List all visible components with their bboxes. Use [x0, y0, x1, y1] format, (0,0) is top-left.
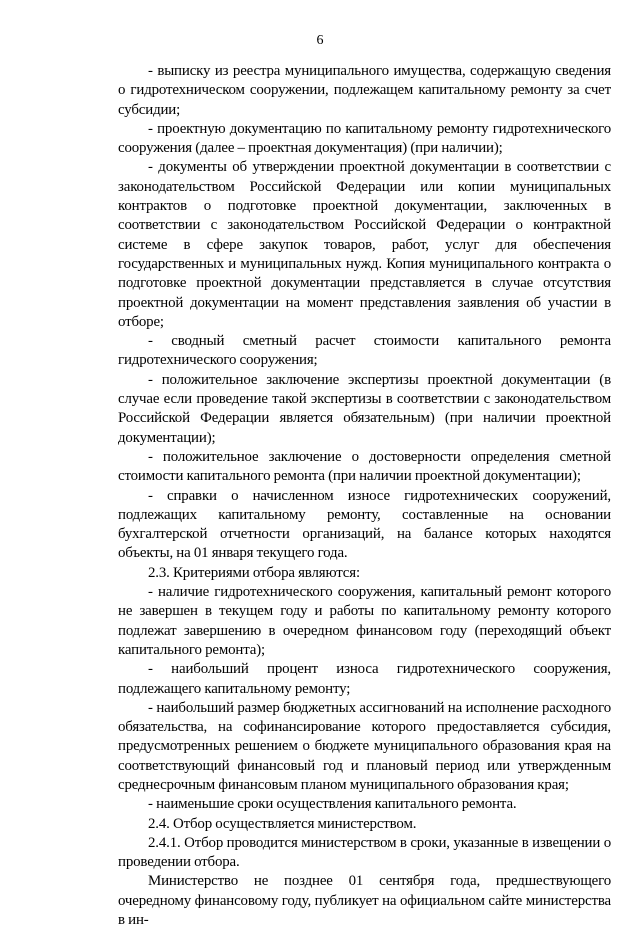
paragraph-ministry-publication: Министерство не позднее 01 сентября года, предшествующего очередному финансовому году, публикует на официальном сайте министерства в ин-	[118, 873, 611, 929]
paragraph-criterion-timing: - наименьшие сроки осуществления капитального ремонта.	[148, 796, 517, 813]
section-heading-2-3: 2.3. Критериями отбора являются:	[148, 564, 360, 581]
document-body	[118, 62, 611, 930]
paragraph-2-4-1: 2.4.1. Отбор проводится министерством в сроки, указанные в извещении о проведении отбора.	[118, 834, 611, 871]
paragraph-approval-documents: - документы об утверждении проектной документации в соответствии с законодательством Российской Федерации или копии муниципальных контрактов о подготовке проектной документации, заключенных в соответствии с законодательством Российской Федерации о контрактной системе в сфере закупок товаров, работ, услуг для обеспечения государственных и муниципальных нужд. Копия муниципального контракта о подготовке проектной документации представляется в случае отсутствия проектной документации на момент представления заявления об участии в отборе;	[118, 159, 611, 330]
paragraph-project-documentation: - проектную документацию по капитальному ремонту гидротехнического сооружения (далее – проектная документация) (при наличии);	[118, 120, 611, 157]
section-heading-2-4: 2.4. Отбор осуществляется министерством.	[148, 815, 417, 832]
page-number: 6	[316, 33, 324, 48]
paragraph-registry-extract: - выписку из реестра муниципального имущества, содержащую сведения о гидротехническом сооружении, подлежащем капитальному ремонту за счет субсидии;	[118, 63, 611, 118]
paragraph-expert-conclusion: - положительное заключение экспертизы проектной документации (в случае если проведение такой экспертизы в соответствии с законодательством Российской Федерации является обязательным) (при наличии проектной документации);	[118, 371, 611, 446]
paragraph-criterion-wear: - наибольший процент износа гидротехнического сооружения, подлежащего капитальному ремонту;	[118, 661, 611, 697]
paragraph-depreciation-certificates: - справки о начисленном износе гидротехнических сооружений, подлежащих капитальному ремонту, составленные на основании бухгалтерской отчетности организаций, на балансе которых находятся объекты, на 01 января текущего года.	[118, 487, 611, 562]
paragraph-criterion-budget: - наибольший размер бюджетных ассигнований на исполнение расходного обязательства, на софинансирование которого предоставляется субсидия, предусмотренных решением о бюджете муниципального образования края на соответствующий финансовый год и плановый период или утвержденным среднесрочным финансовым планом муниципального образования края;	[118, 699, 611, 793]
paragraph-cost-reliability: - положительное заключение о достоверности определения сметной стоимости капитального ремонта (при наличии проектной документации);	[118, 448, 611, 485]
paragraph-criterion-carryover: - наличие гидротехнического сооружения, капитальный ремонт которого не завершен в текущем году и работы по капитальному ремонту которого подлежат завершению в очередном финансовом году (переходящий объект капитального ремонта);	[118, 584, 611, 658]
paragraph-cost-estimate: - сводный сметный расчет стоимости капитального ремонта гидротехнического сооружения;	[118, 333, 611, 369]
